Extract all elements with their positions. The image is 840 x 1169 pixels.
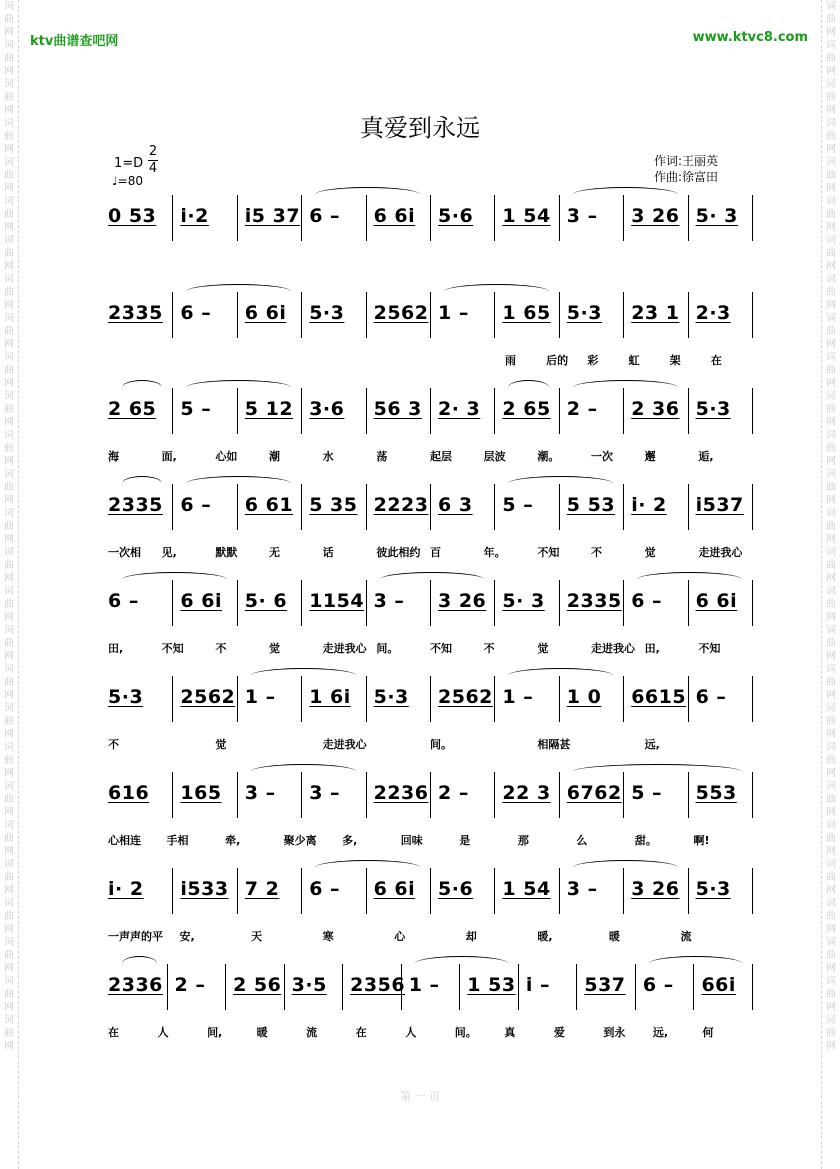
barline	[559, 195, 560, 241]
measure: 165	[180, 782, 222, 804]
measure: 5 –	[502, 494, 534, 516]
lyric-word: 间。	[430, 738, 452, 751]
barline	[494, 195, 495, 241]
measure: 1 –	[244, 686, 276, 708]
measure: 5 –	[180, 398, 212, 420]
lyric-word: 无	[269, 546, 280, 559]
slur	[186, 284, 291, 299]
barline	[301, 580, 302, 626]
barline	[494, 676, 495, 722]
measure: i5 37	[244, 205, 301, 227]
slur	[508, 668, 613, 683]
barline	[172, 484, 173, 530]
measure: 2 65	[108, 398, 157, 420]
lyric-word: 觉	[537, 642, 549, 655]
barline	[237, 676, 238, 722]
time-signature-bottom: 4	[148, 161, 158, 176]
lyric-word: 一次	[591, 450, 613, 463]
measure: 2335	[566, 590, 622, 612]
page-footer: 第 一 页	[400, 1090, 440, 1103]
measure: 616	[108, 782, 150, 804]
measure: 6 –	[309, 878, 341, 900]
measure: 5·3	[108, 686, 144, 708]
slur	[508, 380, 548, 395]
lyric-word: 聚少离	[283, 834, 317, 847]
measure: 2562	[180, 686, 236, 708]
barline	[301, 195, 302, 241]
lyric-word: 么	[576, 834, 588, 847]
measure: 2 56	[233, 974, 282, 996]
lyric-word: 暖	[608, 930, 620, 943]
measure: 6 6i	[244, 302, 287, 324]
barline	[172, 195, 173, 241]
measure: 2335	[108, 302, 163, 324]
measure: 0 53	[108, 205, 157, 227]
measure: 6 3	[438, 494, 473, 516]
measure: 22 3	[502, 782, 551, 804]
lyric-word: 暖,	[537, 930, 553, 943]
measure: 1 –	[502, 686, 534, 708]
lyric-word: 走进我心	[322, 642, 367, 655]
barline	[172, 868, 173, 914]
barline	[752, 772, 753, 818]
slur	[415, 956, 508, 971]
lyric-word: 人	[157, 1026, 169, 1039]
measure: 2 –	[566, 398, 598, 420]
notes-row	[0, 782, 840, 812]
measure: 1 54	[502, 878, 551, 900]
lyrics-row	[0, 544, 840, 560]
lyric-word: 却	[465, 930, 477, 943]
measure: 1154	[309, 590, 365, 612]
lyric-word: 远,	[652, 1026, 669, 1039]
lyric-word: 默默	[215, 546, 238, 559]
lyric-word: 荡	[376, 450, 388, 463]
lyric-word: 一声声的平	[108, 930, 163, 943]
measure: i·2	[180, 205, 209, 227]
barline	[623, 676, 624, 722]
measure: 5·6	[438, 878, 474, 900]
barline	[301, 292, 302, 338]
lyrics-row	[0, 352, 840, 368]
lyric-word: 潮。	[537, 450, 560, 463]
slur	[315, 187, 420, 202]
slur	[186, 476, 291, 491]
lyric-word: 间。	[376, 642, 399, 655]
lyrics-row	[0, 1024, 840, 1040]
lyric-word: 不知	[430, 642, 452, 655]
measure: 5· 6	[244, 590, 288, 612]
barline	[494, 388, 495, 434]
lyric-word: 田,	[644, 642, 660, 655]
barline	[172, 292, 173, 338]
notes-row	[0, 686, 840, 716]
barline	[401, 964, 402, 1010]
barline	[494, 484, 495, 530]
lyric-word: 到永	[603, 1026, 626, 1039]
lyric-word: 潮	[269, 450, 280, 463]
barline	[172, 772, 173, 818]
slur	[122, 572, 227, 587]
lyricist: 作词:王丽英	[654, 154, 719, 168]
measure: 5·6	[438, 205, 474, 227]
lyric-word: 觉	[644, 546, 656, 559]
barline	[301, 868, 302, 914]
barline	[688, 388, 689, 434]
barline	[576, 964, 577, 1010]
lyric-word: 那	[517, 834, 529, 847]
measure: 5 53	[566, 494, 616, 516]
measure: 6615	[631, 686, 687, 708]
slur	[122, 476, 162, 491]
lyric-word: 流	[680, 930, 692, 943]
barline	[688, 868, 689, 914]
measure: 6 –	[309, 205, 341, 227]
lyric-word: 寒	[322, 930, 334, 943]
notes-row	[0, 398, 840, 428]
barline	[430, 484, 431, 530]
lyric-word: 甜。	[634, 834, 657, 847]
barline	[494, 580, 495, 626]
measure: 2 65	[502, 398, 551, 420]
barline	[366, 772, 367, 818]
slur	[122, 956, 157, 971]
lyric-word: 雨	[505, 354, 516, 367]
lyric-word: 层波	[483, 450, 506, 463]
measure: 5 35	[309, 494, 358, 516]
measure: 1 0	[566, 686, 602, 708]
lyric-word: 一次相	[108, 546, 141, 559]
lyric-word: 流	[306, 1026, 318, 1039]
measure: 2· 3	[438, 398, 481, 420]
slur	[186, 380, 291, 395]
credits	[654, 153, 718, 185]
notes-row	[0, 878, 840, 908]
lyric-word: 安,	[179, 930, 195, 943]
slur	[573, 187, 678, 202]
key-signature: 1=D	[114, 156, 144, 171]
measure: 56 3	[373, 398, 422, 420]
slur	[122, 380, 162, 395]
measure: 2336	[108, 974, 163, 996]
slur	[573, 860, 678, 875]
lyric-word: 暖	[256, 1026, 268, 1039]
barline	[752, 195, 753, 241]
barline	[430, 676, 431, 722]
barline	[237, 772, 238, 818]
notes-row	[0, 205, 840, 235]
measure: 6 –	[180, 494, 212, 516]
barline	[494, 772, 495, 818]
lyric-word: 多,	[342, 834, 358, 847]
barline	[237, 195, 238, 241]
measure: 6 6i	[180, 590, 222, 612]
barline	[366, 484, 367, 530]
lyric-word: 水	[322, 450, 334, 463]
slur	[251, 764, 356, 779]
lyric-word: 海	[108, 450, 119, 463]
barline	[752, 388, 753, 434]
lyric-word: 不	[215, 642, 227, 655]
lyric-word: 在	[355, 1026, 367, 1039]
barline	[430, 388, 431, 434]
measure: 6 –	[642, 974, 674, 996]
barline	[430, 868, 431, 914]
barline	[342, 964, 343, 1010]
barline	[752, 676, 753, 722]
measure: 5·3	[695, 398, 731, 420]
lyric-word: 不	[483, 642, 495, 655]
barline	[301, 484, 302, 530]
lyrics-row	[0, 832, 840, 848]
lyric-word: 不知	[698, 642, 721, 655]
barline	[752, 484, 753, 530]
lyrics-row	[0, 448, 840, 464]
lyric-word: 心	[394, 930, 406, 943]
lyric-word: 不	[108, 738, 119, 751]
notes-row	[0, 302, 840, 332]
lyric-word: 真	[504, 1026, 516, 1039]
lyric-word: 面,	[161, 450, 177, 463]
lyric-word: 话	[322, 546, 334, 559]
barline	[688, 676, 689, 722]
lyric-word: 手相	[166, 834, 189, 847]
lyrics-row	[0, 736, 840, 752]
lyric-word: 觉	[269, 642, 280, 655]
lyric-word: 架	[669, 354, 681, 367]
slur	[251, 668, 356, 683]
slur	[508, 476, 613, 491]
slur	[649, 956, 742, 971]
measure: 2·3	[695, 302, 731, 324]
measure: 6 6i	[695, 590, 738, 612]
notes-row	[0, 494, 840, 524]
measure: 2562	[373, 302, 429, 324]
barline	[752, 964, 753, 1010]
measure: i· 2	[108, 878, 144, 900]
measure: 6 –	[180, 302, 212, 324]
time-signature	[148, 145, 158, 176]
barline	[167, 964, 168, 1010]
lyric-word: 后的	[546, 354, 569, 367]
measure: 1 53	[467, 974, 516, 996]
barline	[366, 580, 367, 626]
tempo-mark: ♩=80	[112, 174, 143, 188]
measure: 5·3	[373, 686, 409, 708]
slur	[637, 572, 742, 587]
measure: 1 –	[438, 302, 469, 324]
measure: 2356	[350, 974, 406, 996]
barline	[430, 195, 431, 241]
lyric-word: 天	[251, 930, 263, 943]
lyric-word: 彩	[587, 354, 599, 367]
measure: 5· 3	[695, 205, 738, 227]
barline	[366, 676, 367, 722]
barline	[623, 580, 624, 626]
measure: 5 –	[631, 782, 663, 804]
barline	[623, 484, 624, 530]
lyric-word: 走进我心	[591, 642, 635, 655]
measure: i –	[525, 974, 550, 996]
measure: 23 1	[631, 302, 680, 324]
lyric-word: 走进我心	[322, 738, 367, 751]
lyric-word: 在	[108, 1026, 119, 1039]
barline	[284, 964, 285, 1010]
lyric-word: 见,	[161, 546, 177, 559]
side-watermark-right: 词曲网词曲网词曲网词曲网词曲网词曲网词曲网词曲网词曲网词曲网词曲网词曲网词曲网词曲网词曲网词曲网词曲网词曲网词曲网词曲网词曲网词曲网词曲网词曲网词曲网词曲网词曲网	[826, 1, 836, 1052]
lyric-word: 是	[459, 834, 471, 847]
barline	[688, 195, 689, 241]
measure: 3 –	[373, 590, 405, 612]
song-title: 真爱到永远	[360, 114, 480, 142]
measure: 6 –	[631, 590, 663, 612]
notes-row	[0, 590, 840, 620]
measure: 3 26	[438, 590, 487, 612]
barline	[366, 292, 367, 338]
measure: 5·3	[695, 878, 731, 900]
barline	[301, 388, 302, 434]
lyric-word: 起层	[430, 450, 452, 463]
lyric-word: 爱	[553, 1026, 565, 1039]
measure: 5 12	[244, 398, 294, 420]
measure: i533	[180, 878, 229, 900]
barline	[752, 580, 753, 626]
lyric-word: 相隔甚	[537, 738, 571, 751]
barline	[518, 964, 519, 1010]
measure: 6762	[566, 782, 622, 804]
lyric-word: 逅,	[698, 450, 714, 463]
lyric-word: 在	[710, 354, 722, 367]
slur	[573, 380, 678, 395]
time-signature-top: 2	[148, 144, 158, 159]
lyric-word: 心相连	[108, 834, 141, 847]
measure: 2 –	[174, 974, 206, 996]
lyric-word: 间。	[454, 1026, 477, 1039]
barline	[237, 868, 238, 914]
barline	[559, 292, 560, 338]
measure: 2 –	[438, 782, 469, 804]
barline	[752, 868, 753, 914]
measure: i· 2	[631, 494, 667, 516]
lyric-word: 年。	[483, 546, 506, 559]
measure: 7 2	[244, 878, 280, 900]
measure: 1 65	[502, 302, 551, 324]
measure: 3 26	[631, 205, 680, 227]
lyric-word: 心如	[215, 450, 238, 463]
slur	[573, 764, 742, 779]
lyric-word: 百	[430, 546, 441, 559]
measure: 6 6i	[373, 205, 416, 227]
measure: 5· 3	[502, 590, 545, 612]
measure: 2223	[373, 494, 429, 516]
lyric-word: 虹	[628, 354, 640, 367]
measure: 3·5	[291, 974, 327, 996]
lyric-word: 觉	[215, 738, 227, 751]
slur	[380, 572, 485, 587]
measure: 3 –	[566, 205, 598, 227]
barline	[623, 292, 624, 338]
measure: 6 61	[244, 494, 294, 516]
barline	[494, 868, 495, 914]
barline	[237, 580, 238, 626]
barline	[172, 676, 173, 722]
lyric-word: 何	[702, 1026, 714, 1039]
lyric-word: 不知	[161, 642, 184, 655]
measure: 6 –	[108, 590, 139, 612]
lyric-word: 牵,	[225, 834, 241, 847]
measure: 1 –	[408, 974, 440, 996]
lyric-word: 不	[591, 546, 602, 559]
barline	[430, 772, 431, 818]
lyrics-row	[0, 928, 840, 944]
barline	[430, 292, 431, 338]
measure: 3·6	[309, 398, 345, 420]
barline	[559, 388, 560, 434]
lyric-word: 回味	[400, 834, 423, 847]
lyric-word: 田,	[108, 642, 124, 655]
measure: 3 26	[631, 878, 680, 900]
barline	[559, 580, 560, 626]
measure: 553	[695, 782, 737, 804]
lyric-word: 人	[405, 1026, 417, 1039]
lyrics-row	[0, 255, 840, 271]
barline	[172, 388, 173, 434]
barline	[225, 964, 226, 1010]
lyric-word: 走进我心	[698, 546, 743, 559]
lyric-word: 不知	[537, 546, 560, 559]
measure: 2335	[108, 494, 163, 516]
measure: 2562	[438, 686, 493, 708]
notes-row	[0, 974, 840, 1004]
barline	[688, 292, 689, 338]
barline	[366, 388, 367, 434]
measure: 5·3	[309, 302, 345, 324]
slur	[315, 860, 420, 875]
measure: 5·3	[566, 302, 602, 324]
barline	[559, 868, 560, 914]
lyric-word: 远,	[644, 738, 660, 751]
measure: 537	[584, 974, 626, 996]
measure: 3 –	[309, 782, 341, 804]
measure: 6 –	[695, 686, 727, 708]
lyric-word: 啊!	[693, 834, 710, 847]
measure: 66i	[701, 974, 736, 996]
measure: 6 6i	[373, 878, 416, 900]
barline	[635, 964, 636, 1010]
slur	[444, 284, 549, 299]
lyric-word: 间,	[207, 1026, 223, 1039]
measure: 2 36	[631, 398, 680, 420]
composer: 作曲:徐富田	[654, 170, 719, 184]
measure: 1 6i	[309, 686, 351, 708]
measure: 3 –	[244, 782, 276, 804]
barline	[559, 772, 560, 818]
barline	[752, 292, 753, 338]
side-watermark-left: 词曲网词曲网词曲网词曲网词曲网词曲网词曲网词曲网词曲网词曲网词曲网词曲网词曲网词曲网词曲网词曲网词曲网词曲网词曲网词曲网词曲网词曲网词曲网词曲网词曲网词曲网词曲网	[4, 1, 14, 1052]
measure: 3 –	[566, 878, 598, 900]
lyrics-row	[0, 640, 840, 656]
lyric-word: 邂	[644, 450, 656, 463]
measure: i537	[695, 494, 744, 516]
site-brand-left: ktv曲谱查吧网	[30, 34, 119, 49]
measure: 1 54	[502, 205, 551, 227]
site-url-right: www.ktvc8.com	[692, 30, 808, 45]
barline	[688, 484, 689, 530]
lyric-word: 彼此相约	[376, 546, 421, 559]
measure: 2236	[373, 782, 429, 804]
